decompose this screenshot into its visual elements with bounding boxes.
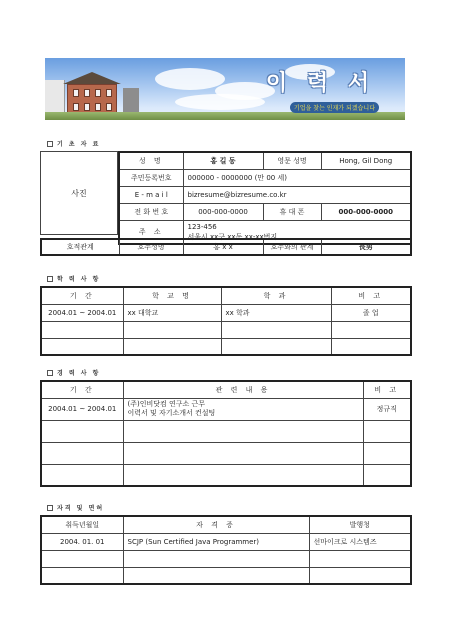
- cert-header: 취득년월일: [41, 516, 123, 533]
- shed-image: [123, 88, 139, 114]
- rrn-value: 000000 - 0000000 (만 00 세): [183, 169, 411, 186]
- address-label: 주 소: [119, 220, 183, 244]
- edu-note: [331, 338, 411, 355]
- section-bullet-icon: [47, 505, 53, 511]
- section-bullet-icon: [47, 370, 53, 376]
- edu-school: [123, 321, 221, 338]
- career-header: 비 고: [363, 381, 411, 398]
- edu-major: [221, 321, 331, 338]
- table-row: [41, 338, 411, 355]
- edu-period: 2004.01 ~ 2004.01: [41, 304, 123, 321]
- career-note: [363, 420, 411, 442]
- career-period: [41, 442, 123, 464]
- edu-major: xx 학과: [221, 304, 331, 321]
- career-table: [40, 380, 412, 487]
- banner-title: 이 력 서: [265, 71, 375, 96]
- career-note: [363, 464, 411, 486]
- career-header: 관 련 내 용: [123, 381, 363, 398]
- edu-header: 기 간: [41, 287, 123, 304]
- table-row: [41, 550, 411, 567]
- section-title: 기 초 자 료: [57, 141, 101, 148]
- career-content: [123, 398, 363, 420]
- eng-name-value: Hong, Gil Dong: [321, 152, 411, 169]
- address-zip: 123-456: [187, 222, 217, 231]
- career-period: [41, 420, 123, 442]
- relation-value: 長男: [321, 239, 411, 255]
- name-label: 성 명: [119, 152, 183, 169]
- eng-name-label: 영문 성명: [263, 152, 321, 169]
- title-banner: [45, 58, 405, 120]
- head-value: 홍 x x: [183, 239, 263, 255]
- edu-note: [331, 321, 411, 338]
- household-label: 호적관계: [41, 239, 119, 255]
- section-header-basic: [47, 139, 100, 148]
- career-note: [363, 442, 411, 464]
- email-value: bizresume@bizresume.co.kr: [183, 186, 411, 203]
- edu-header: 학 과: [221, 287, 331, 304]
- edu-school: [123, 338, 221, 355]
- edu-school: xx 대학교: [123, 304, 221, 321]
- cert-issuer: [309, 550, 411, 567]
- name-value: 홍 길 동: [183, 152, 263, 169]
- table-row: [41, 442, 411, 464]
- table-row: [41, 321, 411, 338]
- section-title: 경 력 사 항: [57, 370, 101, 377]
- edu-header: 비 고: [331, 287, 411, 304]
- cert-name: [123, 567, 309, 584]
- edu-header: 학 교 명: [123, 287, 221, 304]
- career-duty: 이력서 및 자기소개서 컨설팅: [127, 409, 216, 417]
- photo-label: 사진: [71, 188, 87, 198]
- career-period: [41, 464, 123, 486]
- career-content: [123, 420, 363, 442]
- table-row: [41, 420, 411, 442]
- relation-label: 호주와의 관계: [263, 239, 321, 255]
- address-street: 서울시 xx구 xx동 xx-xx번지: [187, 232, 278, 241]
- section-header-education: [47, 274, 100, 283]
- career-period: 2004.01 ~ 2004.01: [41, 398, 123, 420]
- cert-issuer: [309, 567, 411, 584]
- career-company: (주)인비닷컴 연구소 근무: [127, 400, 206, 408]
- basic-info-table: [118, 151, 412, 245]
- household-table: [40, 238, 412, 256]
- section-title: 학 력 사 항: [57, 276, 101, 283]
- table-row: [41, 567, 411, 584]
- mobile-label: 휴 대 폰: [263, 203, 321, 220]
- table-row: [41, 304, 411, 321]
- table-row: [41, 464, 411, 486]
- edu-period: [41, 338, 123, 355]
- cert-date: [41, 550, 123, 567]
- section-bullet-icon: [47, 276, 53, 282]
- banner-subtitle: 기업을 찾는 인재가 되겠습니다: [290, 102, 379, 113]
- cert-header: 자 격 증: [123, 516, 309, 533]
- section-header-certs: [47, 503, 104, 512]
- edu-period: [41, 321, 123, 338]
- career-content: [123, 464, 363, 486]
- career-content: [123, 442, 363, 464]
- phone-value: 000-000-0000: [183, 203, 263, 220]
- cert-name: SCJP (Sun Certified Java Programmer): [123, 533, 309, 550]
- rrn-label: 주민등록번호: [119, 169, 183, 186]
- edu-major: [221, 338, 331, 355]
- table-row: [41, 398, 411, 420]
- photo-placeholder: [40, 151, 118, 235]
- head-label: 호주성명: [119, 239, 183, 255]
- mobile-value: 000-000-0000: [321, 203, 411, 220]
- certs-table: [40, 515, 412, 585]
- email-label: E - m a i l: [119, 186, 183, 203]
- cert-issuer: 선마이크로 시스템즈: [309, 533, 411, 550]
- phone-label: 전 화 번 호: [119, 203, 183, 220]
- career-header: 기 간: [41, 381, 123, 398]
- cert-name: [123, 550, 309, 567]
- education-table: [40, 286, 412, 356]
- edu-note: 졸 업: [331, 304, 411, 321]
- section-bullet-icon: [47, 141, 53, 147]
- cert-date: 2004. 01. 01: [41, 533, 123, 550]
- grass-strip: [45, 112, 405, 120]
- section-title: 자격 및 면허: [57, 505, 105, 512]
- cert-date: [41, 567, 123, 584]
- section-header-career: [47, 368, 100, 377]
- career-note: 정규직: [363, 398, 411, 420]
- cert-header: 발행청: [309, 516, 411, 533]
- table-row: [41, 533, 411, 550]
- building-image: [45, 80, 65, 114]
